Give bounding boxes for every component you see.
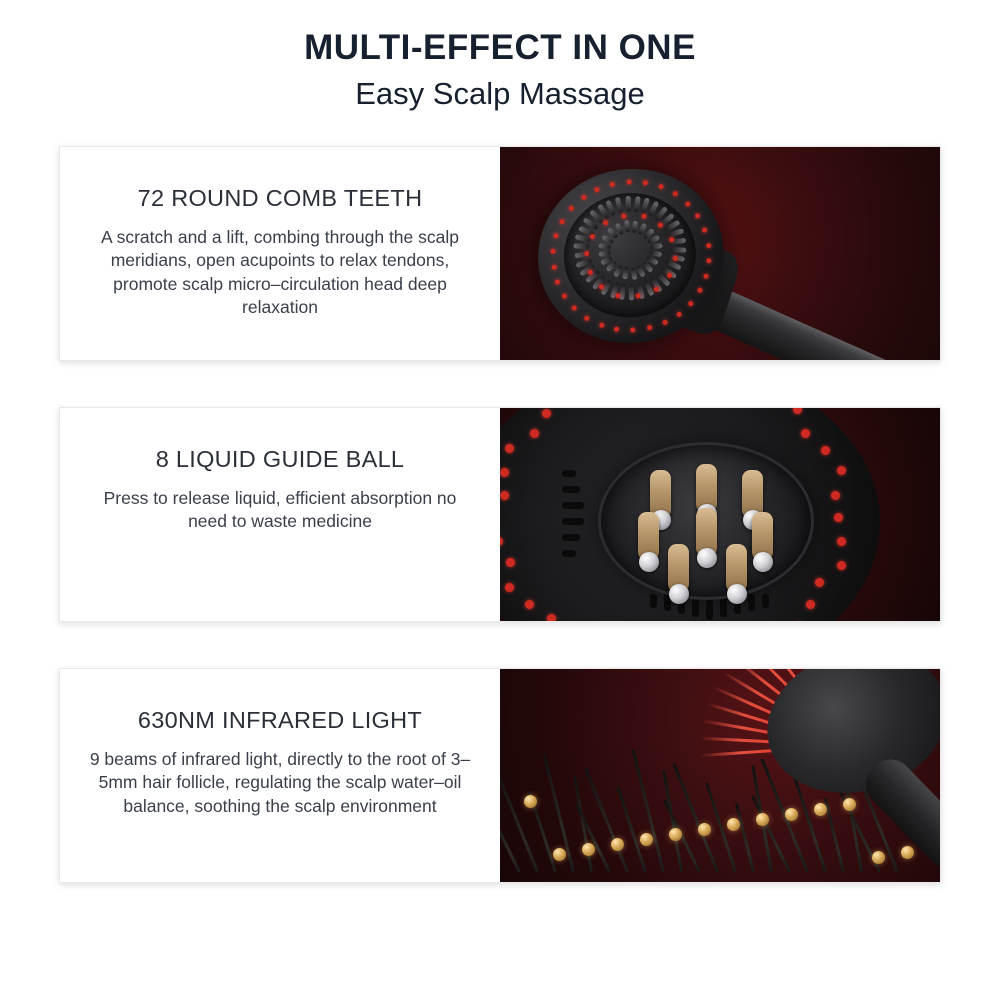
red-light-dot [662,319,668,325]
red-light-dot [705,242,711,248]
red-light-dot [555,279,561,285]
vent-slot [650,594,657,608]
red-light-dot [635,293,641,299]
red-light-dot [658,184,664,190]
feature-card-description: Press to release liquid, efficient absorption no need to waste medicine [103,487,457,532]
vent-slot [562,534,580,541]
feature-card-title: 8 LIQUID GUIDE BALL [155,445,405,472]
red-light-dot [587,269,593,275]
red-light-dot [672,191,678,197]
feature-card-description: 9 beams of infrared light, directly to the root of 3–5mm hair follicle, regulating the scalp water–oil balance, soothing the scalp environment [89,748,471,816]
hair-follicle [611,838,624,851]
feature-card-title: 630NM INFRARED LIGHT [137,706,423,733]
red-light-dot [551,264,557,270]
red-light-dot [626,179,632,185]
red-light-dot [584,315,590,321]
feature-card [59,146,941,361]
feature-card-text [60,147,500,360]
feature-card-list [0,146,1000,883]
feature-card [59,407,941,622]
liquid-guide-ball [697,548,717,568]
red-light-dot [505,583,514,592]
red-light-dot [621,213,627,219]
vent-slot [762,594,769,608]
feature-card-title: 72 ROUND COMB TEETH [137,184,423,211]
red-light-dots-group [527,157,735,355]
feature-card-text [60,669,500,882]
red-light-dot [584,251,590,257]
red-light-dot [837,537,846,546]
red-light-dot [547,614,556,621]
red-light-dot [658,222,664,228]
red-light-dot [590,233,596,239]
red-light-dot [562,293,568,299]
red-light-dot [642,180,648,186]
red-light-dot [560,219,566,225]
red-light-dot [594,187,600,193]
vent-slot [562,518,584,525]
red-light-dot [834,513,843,522]
red-light-dot [703,273,709,279]
red-light-dot [837,466,846,475]
red-light-dot [676,311,682,317]
red-light-dot [569,206,575,212]
hair-follicle [698,823,711,836]
feature-card-description: A scratch and a lift, combing through the scalp meridians, open acupoints to relax tendons, promote scalp micro–circulation head deep relaxation [101,226,459,318]
infrared-light-beams-photo [500,669,940,882]
red-light-dot [598,322,604,328]
hair-follicle [727,818,740,831]
liquid-guide-ball-macro-photo [500,408,940,621]
red-light-dot [630,327,636,333]
red-light-dot [837,561,846,570]
red-light-dot [505,444,514,453]
red-light-dot [500,468,509,477]
red-light-dot [653,286,659,292]
hair-follicle [814,803,827,816]
red-light-dot [666,273,672,279]
hair-follicle [524,795,537,808]
red-light-dot [603,220,609,226]
hair-follicle [872,851,885,864]
hair-follicle [756,813,769,826]
feature-card-text [60,408,500,621]
red-light-dot [598,284,604,290]
red-light-dot [821,446,830,455]
red-light-dot [706,258,712,264]
red-light-dot [500,491,509,500]
vent-slot [562,486,580,493]
hair-follicle [785,808,798,821]
red-light-dot [672,255,678,261]
red-light-dot [550,248,556,254]
red-light-dot [615,293,621,299]
red-light-dot [553,233,559,239]
red-light-dot [695,213,701,219]
hair-follicle [669,828,682,841]
page-header [0,0,1000,112]
red-light-dot [506,558,515,567]
red-light-dot [641,214,647,220]
hair-follicle [901,846,914,859]
red-light-dot [525,600,534,609]
liquid-guide-ball [753,552,773,572]
vent-slot [562,550,576,557]
vent-slot [748,594,755,611]
red-light-dot [614,326,620,332]
page-title: MULTI-EFFECT IN ONE [304,28,696,67]
liquid-guide-ball [639,552,659,572]
comb-head-product-photo [500,147,940,360]
device-comb-head [527,157,735,355]
red-light-dot [669,237,675,243]
red-light-dot [610,181,616,187]
page-subtitle: Easy Scalp Massage [355,76,645,112]
red-light-dot [697,287,703,293]
red-light-dot [572,305,578,311]
vent-slot [562,502,584,509]
red-light-dot [646,325,652,331]
feature-card [59,668,941,883]
hair-follicle [553,848,566,861]
red-light-dot [702,227,708,233]
red-light-dot [685,201,691,207]
liquid-guide-ball [727,584,747,604]
red-light-dot [688,300,694,306]
liquid-guide-ball [669,584,689,604]
hair-follicle [843,798,856,811]
vent-slot [562,470,576,477]
hair-follicle [640,833,653,846]
hair-follicle [582,843,595,856]
red-light-dot [581,195,587,201]
